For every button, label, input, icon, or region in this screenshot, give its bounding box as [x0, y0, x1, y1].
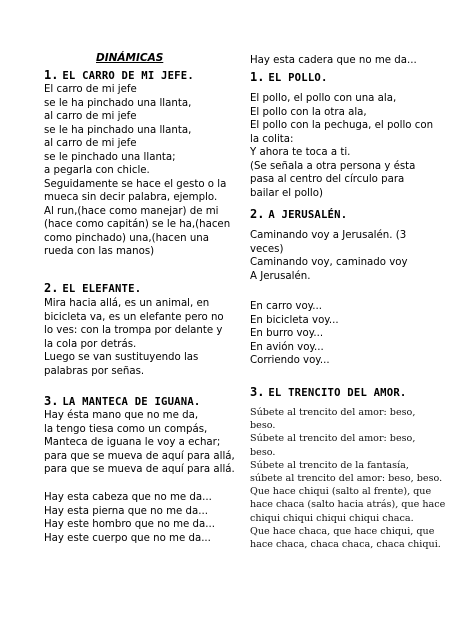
- text-line: al carro de mi jefe: [44, 138, 137, 149]
- section-number: 1.: [250, 70, 265, 84]
- text-line: Súbete al trencito de la fantasía,: [250, 459, 409, 471]
- section-heading-carro: [44, 68, 194, 82]
- section-body-carro: [44, 83, 230, 259]
- text-line: El carro de mi jefe: [44, 84, 137, 95]
- section-heading-jerusalen: [250, 207, 347, 221]
- text-line: Mira hacia allá, es un animal, en: [44, 298, 210, 309]
- section-title: EL ELEFANTE.: [62, 283, 142, 295]
- section-title: EL TRENCITO DEL AMOR.: [268, 387, 407, 399]
- text-line: Súbete al trencito del amor: beso,: [250, 433, 416, 445]
- text-line: Hay este hombro que no me da...: [44, 519, 215, 530]
- text-line: súbete al trencito del amor: beso, beso.: [250, 473, 443, 485]
- text-line: como pinchado) una,(hacen una: [44, 232, 209, 244]
- section-number: 1.: [44, 68, 59, 82]
- section-title: LA MANTECA DE IGUANA.: [62, 396, 201, 408]
- text-line: hace chaca, chaca chaca, chaca chiqui.: [250, 539, 441, 551]
- text-line: Que hace chiqui (salto al frente), que: [250, 486, 432, 498]
- text-line: la cola por detrás.: [44, 338, 137, 350]
- text-line: A Jerusalén.: [250, 270, 311, 282]
- section-number: 3.: [250, 385, 265, 399]
- continued-line: [250, 54, 417, 68]
- text-line: Súbete al trencito del amor: beso,: [250, 407, 416, 418]
- text-line: Caminando voy a Jerusalén. (3: [250, 230, 407, 241]
- text-line: beso.: [250, 446, 276, 458]
- text-line: Hay esta cadera que no me da...: [250, 55, 417, 66]
- section-heading-elefante: [44, 281, 141, 295]
- section-title: EL CARRO DE MI JEFE.: [62, 70, 194, 82]
- text-line: El pollo con la otra ala,: [250, 106, 367, 118]
- text-line: lo ves: con la trompa por delante y: [44, 325, 223, 336]
- text-line: hace chaca (salto hacia atrás), que hace: [250, 499, 446, 511]
- section-body-trencito: [250, 406, 445, 551]
- text-line: Luego se van sustituyendo las: [44, 352, 199, 363]
- text-line: (hace como capitán) se le ha,(hacen: [44, 219, 231, 230]
- text-line: la tengo tiesa como un compás,: [44, 423, 208, 435]
- section-body-jerusalen-modes: [250, 300, 339, 368]
- text-line: El pollo con la pechuga, el pollo con: [250, 120, 434, 131]
- text-line: se le ha pinchado una llanta,: [44, 124, 192, 136]
- text-line: Caminando voy, caminado voy: [250, 257, 408, 268]
- section-number: 2.: [250, 207, 265, 221]
- text-line: Manteca de iguana le voy a echar;: [44, 437, 221, 448]
- text-line: Que hace chaca, que hace chiqui, que: [250, 525, 435, 537]
- text-line: la colita:: [250, 133, 294, 145]
- text-line: Hay este cuerpo que no me da...: [44, 532, 211, 544]
- text-line: bailar el pollo): [250, 187, 323, 199]
- text-line: al carro de mi jefe: [44, 111, 137, 122]
- text-line: Hay esta pierna que no me da...: [44, 505, 208, 517]
- text-line: para que se mueva de aquí para allá.: [44, 464, 235, 475]
- text-line: Al run,(hace como manejar) de mi: [44, 205, 219, 217]
- text-line: El pollo, el pollo con una ala,: [250, 93, 397, 104]
- text-line: (Se señala a otra persona y ésta: [250, 160, 416, 172]
- section-number: 3.: [44, 394, 59, 408]
- text-line: bicicleta va, es un elefante pero no: [44, 311, 224, 323]
- text-line: palabras por señas.: [44, 365, 145, 377]
- text-line: beso.: [250, 420, 276, 432]
- text-line: Hay ésta mano que no me da,: [44, 410, 199, 421]
- section-heading-trencito: [250, 385, 407, 399]
- section-heading-iguana: [44, 394, 201, 408]
- text-line: Corriendo voy...: [250, 355, 330, 366]
- text-line: mueca sin decir palabra, ejemplo.: [44, 192, 218, 203]
- section-body-iguana: [44, 409, 235, 477]
- text-line: veces): [250, 243, 284, 255]
- section-body-jerusalen: [250, 229, 408, 283]
- text-line: Y ahora te toca a ti.: [250, 147, 351, 158]
- text-line: se le ha pinchado una llanta,: [44, 97, 192, 109]
- text-line: rueda con las manos): [44, 246, 155, 257]
- section-body-pollo: [250, 92, 433, 200]
- text-line: chiqui chiqui chiqui chiqui chaca.: [250, 512, 414, 524]
- page-title: DINÁMICAS: [96, 52, 164, 64]
- text-line: En bicicleta voy...: [250, 314, 339, 326]
- text-line: En carro voy...: [250, 301, 322, 312]
- text-line: se le pinchado una llanta;: [44, 151, 176, 163]
- text-line: En burro voy...: [250, 328, 324, 339]
- text-line: Seguidamente se hace el gesto o la: [44, 178, 227, 190]
- section-body-iguana-parts: [44, 491, 215, 545]
- section-heading-pollo: [250, 70, 328, 84]
- text-line: En avión voy...: [250, 341, 324, 353]
- text-line: para que se mueva de aquí para allá,: [44, 450, 235, 462]
- section-title: EL POLLO.: [268, 72, 328, 84]
- section-number: 2.: [44, 281, 59, 295]
- section-body-elefante: [44, 297, 224, 378]
- section-title: A JERUSALÉN.: [268, 209, 348, 221]
- text-line: a pegarla con chicle.: [44, 165, 150, 176]
- text-line: pasa al centro del círculo para: [250, 174, 405, 185]
- text-line: Hay esta cabeza que no me da...: [44, 492, 212, 503]
